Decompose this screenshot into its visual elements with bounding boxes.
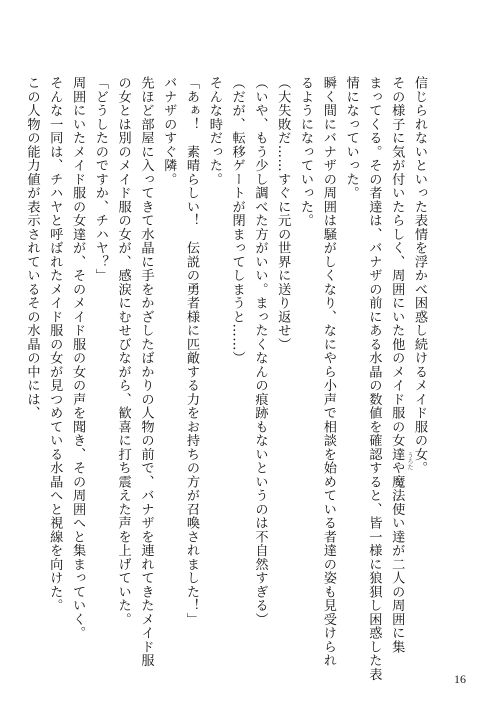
text-line: この人物の能力値が表示されているその水晶の中には、 [24,76,40,420]
text-line: 瞬く間にバナザの周囲は騒がしくなり、なにやら小声で相談を始めている者達の姿も見受けられ [320,76,336,668]
text-line: その様子に気が付いたらしく、周囲にいた他のメイド服の女達や魔法使い達が二人の周囲に集 [389,76,405,654]
vertical-text-body [24,76,430,681]
text-line: （だが、転移ゲートが閉まってしまうと……） [229,76,245,365]
text-line: バナザのすぐ隣。 [161,76,177,186]
text-line: まってくる。その者達は、バナザの前にある水晶の数値を確認すると、皆一様に狼狽し困惑した表 [366,76,382,681]
text-line: 信じられないといった表情を浮かべ困惑し続けるメイド服の女。 [412,76,427,475]
text-line: の女とは別のメイド服の女が、感涙にむせびながら、歓喜に打ち震えた声を上げていた。 [115,76,131,626]
text-line: 周囲にいたメイド服の女達が、そのメイド服の女の声を聞き、その周囲へと集まっていく。 [70,76,86,640]
text-line: 情になっていった。 [343,76,359,200]
text-line: そんな一同は、チハヤと呼ばれたメイド服の女が見つめている水晶へと視線を向けた。 [47,76,63,613]
text-line: 先ほど部屋に入ってきて水晶に手をかざしたばかりの人物の前で、バナザを連れてきたメイド服 [138,76,154,668]
text-line: そんな時だった。 [206,76,222,186]
text-line: るようになっていった。 [298,76,314,228]
text-line: （大失敗だ……すぐに元の世界に送り返せ） [275,76,291,351]
text-line: 「あぁ！ 素晴らしい！ 伝説の勇者様に匹敵する力をお持ちの方が召喚されました！」 [184,76,200,626]
page-number: 16 [454,672,466,686]
furigana: うろた [406,452,413,470]
text-line: 「どうしたのですか、チハヤ？」 [92,76,108,283]
text-line: （いや、もう少し調べた方がいい。まったくなんの痕跡もないというのは不自然すぎる） [252,76,268,626]
